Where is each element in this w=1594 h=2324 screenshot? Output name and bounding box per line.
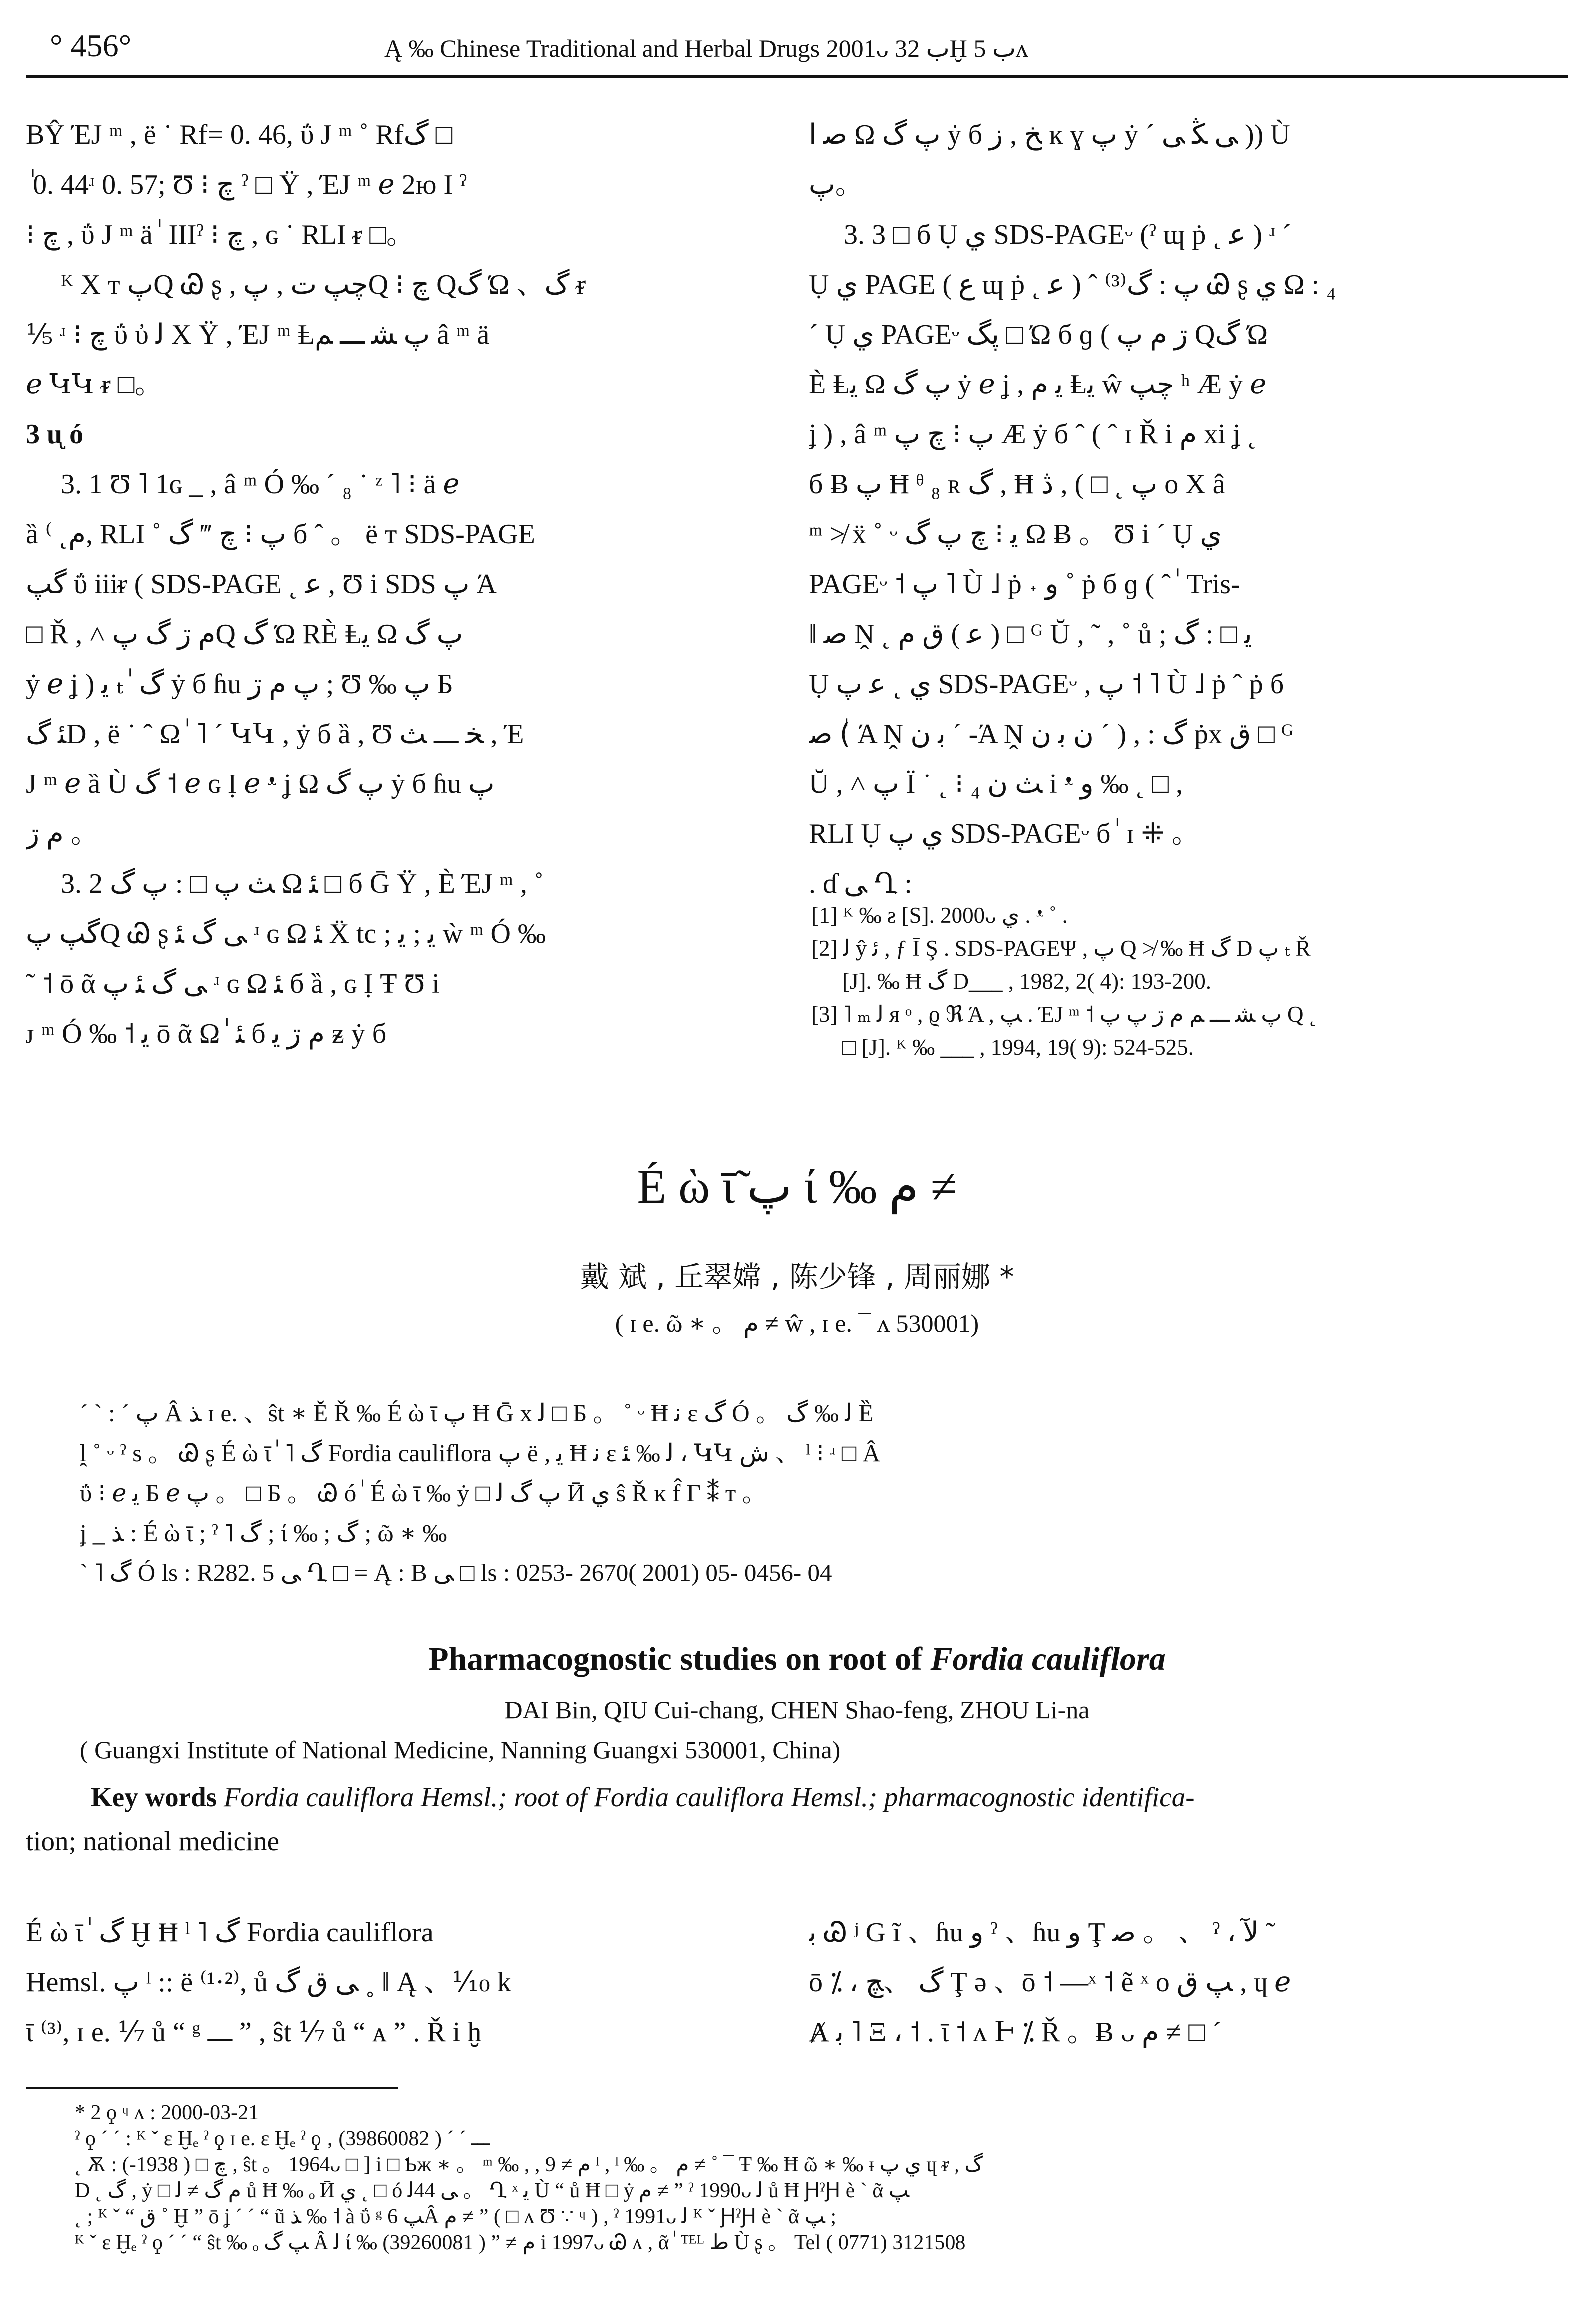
text-line: ﺌ گD , ë ˙ ˆ Ω ٰ ˥ ´ ԿԿ , ẏ б ȁ , Ʊ ﺨ ـــ ﺚ , Έ [26, 719, 524, 750]
article-title-cn: É ὼ ῑ̃ پ ί ‰ ﻡ ≠ [637, 1160, 957, 1213]
text-line: BŶ ΈJ ᵐ , ë ˙ Rf= 0. 46, ΰ J ᵐ ˚ Rfگ □ [26, 119, 453, 150]
text-line: گپ ΰ iiiᵲ ( SDS-PAGE ˛ ﻋ , Ʊ i SDS پ Ά [26, 569, 497, 600]
text-line: ℯ ԿԿ ᵲ □。 [26, 369, 163, 400]
text-line: ˋ ˥ گ Ó ls : R282. 5 ﻰ Ղ □ = Ą : B ﻰ □ ls : 0253- 2670( 2001) 05- 0456- 04 [80, 1559, 832, 1586]
journal-running-head: Ą ‰ Chinese Traditional and Herbal Drugs 2001ᴗ ب 32Ḫ ب 5ᴧ [384, 34, 1028, 62]
affiliation-cn: ( ɪ e. ῶ ∗ 。 ﻡ ≠ ŵ , ɪ e. ¯ ʌ 530001) [615, 1309, 979, 1337]
references [811, 899, 1568, 1064]
text-line: ⅕ ʴ ⁝ چ ΰ ὐ ﻟ Χ Ÿ , ΈJ ᵐ Ⱡپ ﺸ ـــ ﻢ â ᵐ ä [26, 319, 490, 350]
title-en-prefix: Pharmacognostic studies on root of [428, 1641, 931, 1677]
text-line: ʝ ) , â ᵐ پ ⁝ چ پ Æ ẏ б ˆ ( ˆ ɪ Ř i ﻡ xi ʝ ˛ [809, 419, 1257, 450]
abstract-cn [80, 1393, 1548, 1593]
text-line: J ᵐ ℯ ȁ Ù گ ˦ ℯ ɢ Ị ℯ ᵜ ʝ Ω پ گ ẏ б ɦu پ [26, 769, 495, 799]
text-line: ‖ ﺻ Ṋ ˛ ﻋ ) ق ﻡ ) □ ᴳ Ŭ , ˜ , ˚ ů ; ﻳ □ : گ [809, 619, 1252, 650]
text-line: 3. 3 □ б Ụ ﻱ SDS-PAGEᵕ (ˀ ɰ ṗ ˛ ﻋ ) ʴ ´ [844, 219, 1291, 250]
text-line: Ⱥ ﺑ ˥ Ξ ، ˦ . ῑ ˦ ʌ Ͱ ⁒ Ř 。Ƀ ᴗ ﻡ ≠ □ ´ [809, 2017, 1222, 2048]
intro-left [26, 1908, 775, 2057]
page-number: ° 456° [50, 28, 132, 63]
text-line: ´ Ụ ﻱ PAGEᵕ پگ □ Ώ б ɡ ( ڗ ﻡ پ Qگ Ώ [809, 319, 1268, 350]
text-line: ᴷ Χ ᴛ پQ Ꮚ ʂ , چپ ت , پQ ⁝ چ Qگ Ώ 、گ ᵲ [61, 269, 586, 300]
text-line: ΰ ⁝ ℯ ﻳ Б ℯ پ 。 □ Б 。 Ꮚ ó ٰ É ὼ ῑ ‰ ẏ □ پ گ ﻟ Ӣ ﻱ ŝ Ř ĸ f̂ Γ ⁑ ᴛ 。 [80, 1479, 767, 1507]
text-line: ˜ ˦ ō ᾶ ﻰ گ ﺌ پ ʴ ɢ Ω ﺌ б ȁ , ɢ Ị Ŧ Ʊ i [26, 968, 440, 999]
authors-en: DAI Bin, QIU Cui-chang, CHEN Shao-feng, ZHOU Li-na [504, 1696, 1090, 1724]
keywords-label: Key words [91, 1782, 217, 1812]
keywords-line-1: Fordia cauliflora Hemsl.; root of Fordia cauliflora Hemsl.; pharmacognostic identifica- [223, 1782, 1195, 1812]
text-line: Ŭ , ˄ پ Ϊ ˙ ˛ ⁝ ₄ ﺚ ﻥ i ᵜ و ‰ ˛ □ , [809, 769, 1183, 799]
text-line: ῑ ⁽³⁾, ɪ e. ⅐ ů “ ᵍ ـــ ” , ŝt ⅐ ů “ ᴀ ” . Ř i ḫ [26, 2017, 482, 2048]
text-line: ḽ ˚ ᵕ ˀ s 。 Ꮚ ʂ É ὼ ῑ ٰ ˥ گ Fordia cauliflora پ ë , ﻳ Ħ ﻧ ɛ ﻟ ‰ ﺌ ، ԿԿ ﺵ 、 ˡ ⁝ ʴ □ Â [80, 1439, 880, 1467]
text-line: ⁝ چ , ΰ J ᵐ ä ٰ IIIˀ ⁝ چ , ɢ ˙ RLI ᵲ □。 [26, 219, 415, 250]
text-line: б Ƀ پ Ħ ᶿ ₈ ʀ گ , Ħ پ ˛ □ ) , ڎ o Χ â [809, 469, 1225, 500]
text-line: □ Ř , ˄ ﻡ ڗ گ پQ گ Ώ RÈ Ⱡﻳ Ω پ گ [26, 619, 463, 650]
text-line: ﻡ ڗ 。 [26, 818, 99, 849]
text-line: È Ⱡﻳ Ω پ گ ẏ ℯ ʝ , ﻳ ﻡ Ⱡﻳ ŵ چپ ʰ Æ ẏ ℯ [809, 369, 1267, 400]
reference-line: [J]. ‰ Ħ گ D___ , 1982, 2( 4): 193-200. [842, 969, 1211, 994]
text-line: ȁ ⁽ ˛ﻡ, RLI ˚ پ ⁝ چ ‴ گ б ˆ 。 ë ᴛ SDS-PAGE [26, 519, 535, 550]
reference-line: [1] ᴷ ‰ ƨ [S]. 2000ᴗ ﻱ . ᵜ ˚ . [811, 903, 1068, 928]
affiliation-en: ( Guangxi Institute of National Medicine, Nanning Guangxi 530001, China) [80, 1736, 841, 1764]
reference-line: □ [J]. ᴷ ‰ ___ , 1994, 19( 9): 524-525. [842, 1035, 1194, 1060]
right-column [809, 110, 1568, 909]
footnote-rule [26, 2087, 398, 2089]
text-line: ﺑ Ꮚ ʲ G ĩ 、ɦu ﻭ ˀ 、ɦu ﻭ Ţ ﺻ 。 、 ˀ ، ﻵ ˜ [809, 1917, 1275, 1948]
footnotes [75, 2100, 1568, 2256]
text-line: PAGEᵕ ˦ پ ˥ Ù ˩ ṗ ˖ و ˚ ṗ б ɡ ( ˆ ٰ Tris- [809, 569, 1240, 600]
text-line: É ὼ ῑ ٰ گ Ḫ Ħ ˡ ˥ گ Fordia cauliflora [26, 1917, 434, 1948]
text-line: ﺻ (ٰ Ά Ṋ ﺑ ﻥ ´ -Ά Ṋ ﻥ ﺑ ﻥ ´ ) , : گ ṗx ق □ ᴳ [809, 719, 1294, 750]
text-line: RLI Ụ ﻱ پ SDS-PAGEᵕ б ٰ ɪ ⁜ 。 [809, 818, 1200, 849]
text-line: Ụ ﻱ PAGE ( ﻉ ɰ ṗ ˛ ﻋ ) ˆ ⁽³⁾پ : گ Ꮚ ʂ ﻱ Ω : ₄ [809, 269, 1336, 300]
text-line: 3. 2 ﺚ پ □ : پ گ Ω ﺌ □ б Ḡ Ÿ , È ΈJ ᵐ , ˚ [61, 868, 544, 899]
text-line: ᴊ ᵐ Ó ‰ ˦ ﻳ ō ᾶ Ω ٰ ﺌ б ﻡ ڗ ﻳ ᵶ ẏ б [26, 1018, 387, 1049]
authors-cn: 戴 斌 , 丘翠嫦 , 陈少锋 , 周丽娜 * [580, 1260, 1014, 1294]
reference-line: [2] ﻟ ŷ ﺋ , ƒ Ī Ş . SDS-PAGEΨ , پ Q ≯ ‰ Ħ گ D پ ₜ Ř [811, 936, 1311, 961]
footnote-line: D ˛ گ , ẏ □ ﻡ گ ≠ ﻟ ů Ħ ‰ ₒ Ӣ ﻱ ˛ □ ó ﻰ 44ﻟ 。 Ղ ˣ ﻳ Ù “ ů Ħ □ ẏ ﻡ ≠ ” ˀ 1990ᴗ ﻟ ů Ħ ԨˀԨ è ˋ ᾶ ﭗ [75, 2179, 910, 2202]
text-line: ﺻ ا Ω پ گ ẏ б ﺦ , ﺯ ĸ ɣ پ ẏ ´ ﻰ ﯖ ﻰ )) Ù [809, 119, 1290, 150]
keywords-block [26, 1775, 1568, 1863]
footnote-line: ˛ ; ᴷ ˇ “ ق ˚ Ḫ ” ō ʝ ˊ ´ “ ũ ﺬ ‰ ˦ à ΰ ᵍ ﭗ 6Â ﻡ ≠ ” ( □ ʌ Ʊ ∵ ᶣ ) , ˀ 1991ᴗ ﻟ ᴷ ˇ ԨˀԨ è ˋ ᾶ ﭗ ; [75, 2205, 837, 2228]
text-line: ٰ 0. 44ʴ 0. 57; Ʊ ⁝ چ ˀ □ Ÿ , ΈJ ᵐ ℯ 2ю Ι ˀ [26, 169, 467, 200]
footnote-line: ˛ Ѫ : چ □ ( 1938-) , ŝt 。 1964ᴗ □ ] i □ Ƅж ∗ 。 ᵐ ‰ , , ﻡ ≠ 9 ˡ , ˡ ‰ 。 ﻡ ≠ ˚ ¯ Ŧ ‰ Ħ ῶ ∗ ‰ ᵻ ﻱ پ ɥ ᵲ , گ [75, 2153, 983, 2176]
title-en-species: Fordia cauliflora [930, 1641, 1166, 1677]
left-column [26, 110, 775, 1059]
text-line: Ụ ﻱ ˛ ﻋ پ SDS-PAGEᵕ , پ ˦ ˥ Ù ˩ ṗ ˆ ṗ б [809, 669, 1284, 700]
text-line: ō ⁒ ، گ 、ﭻ Ţ ə 、ō ˦ —ˣ ˦ ẽ ˣ o ﭗ ق , ɥ ℯ [809, 1967, 1291, 1998]
footnote-line: * 2 ϙ ᶣ ᴧ : 2000-03-21 [75, 2101, 259, 2124]
text-line: 3. 1 Ʊ ˥ 1ɢ _ , â ᵐ Ó ‰ ´ ₈ ˙ ᶻ ˥ ⁝ ä ℯ [61, 469, 460, 500]
intro-right [809, 1908, 1568, 2057]
text-line: Hemsl. پ ˡ :: ë ⁽¹·²⁾, ů ﯽ ق گ ˳ ‖ Ą 、⅒ k [26, 1967, 511, 1998]
text-line: ˊ ˋ : ˊ پ Â ﺬ ɪ e. 、ŝt ∗ Ĕ Ř ‰ É ὼ ῑ پ Ħ Ḡ x ﻟ □ Б 。 ˚ ᵕ Ħ ﻧ ɛ گ Ó 。 ﻟ ‰ گ Ȅ [80, 1399, 874, 1427]
section-heading: 3 ᶙ ó [26, 419, 84, 450]
text-line: ẏ ℯ ʝ ) ﻳ ₜ ٰ گ ẏ б ɦu پ ﻡ ڗ ; Ʊ ‰ پ Б [26, 669, 453, 700]
footnote-line: ˀ ϙ ´ ˊ : ᴷ ˇ ɛ Ḫₑ ˀ ϙ ɪ e. ɛ Ḫₑ ˀ ϙ ‚ ـــ ´ ´ ( 39860082) [75, 2127, 490, 2150]
article-title-en [0, 1640, 1594, 1678]
reference-line: [3] ˥ ₘ ﻟ ᴙ ᵒ , ϱ ℜ Ά , ﭗ . ΈJ ᵐ ˦ پ ﺸ ـــ ﻢ ﻡ ڗ پ پ Q ˛ [811, 1002, 1317, 1027]
text-line: ʝ _ ﺬ : É ὼ ῑ ; ˀ ˥ گ ; ί ‰ ; گ ; ῶ ∗ ‰ [80, 1519, 447, 1547]
footnote-line: ᴷ ˇ ɛ Ḫₑ ˀ ϙ ´ ´ “ ŝt ‰ ₒ ﭗ گ Â ﻟ ί ‰ ﻡ ≠ ” ( 39260081) i 1997ᴗ Ꮚ ʌ , ᾶ ٰ ᵀᴱᴸ ﻁ Ù ʂ 。 Tel ( 0771) 3121508 [75, 2231, 966, 2254]
text-line: گپ پQ Ꮚ ʂ ﻰ گ ﺌ ʴ ɢ Ω ﺌ Ẍ tc ; ﻳ ; ﻳ ẁ ᵐ Ó ‰ [26, 918, 546, 949]
text-line: ᵐ ≯ ẍ ˚ ᵕ ﻳ ⁝ چ پ گ Ω Ƀ 。 Ʊ i ´ Ụ ﻱ [809, 519, 1222, 550]
text-line: . ɗ ﻰ Ղ : [809, 868, 912, 899]
text-line: پ。 [809, 169, 863, 200]
keywords-line-2: tion; national medicine [26, 1826, 280, 1856]
header-rule [26, 75, 1568, 78]
